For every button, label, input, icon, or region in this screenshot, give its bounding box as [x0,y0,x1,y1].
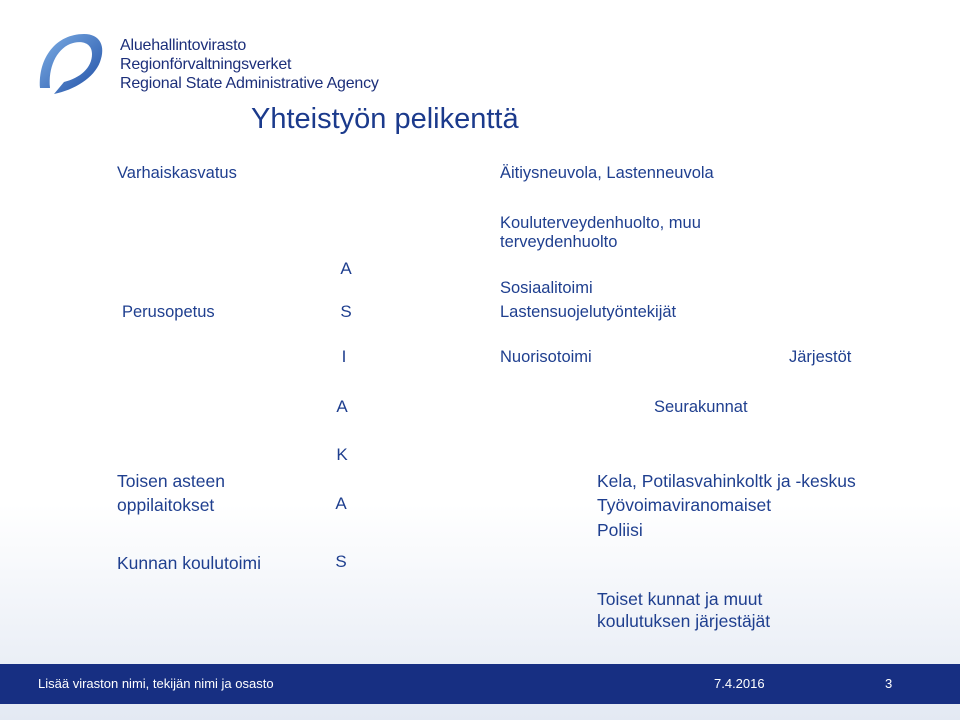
agency-name-en: Regional State Administrative Agency [120,75,379,92]
vertical-letter-5: K [336,445,348,464]
right-jarjestot: Järjestöt [789,348,852,366]
left-toisen-asteen-line2: oppilaitokset [117,495,215,515]
vertical-letter-2: S [340,302,352,321]
right-kouluterveydenhuolto-line1: Kouluterveydenhuolto, muu [500,214,701,232]
left-kunnan-koulutoimi: Kunnan koulutoimi [117,553,261,573]
right-sosiaalitoimi: Sosiaalitoimi [500,279,593,297]
footer-bar [0,664,960,704]
avi-logo-icon [34,28,106,100]
footer-placeholder-text: Lisää viraston nimi, tekijän nimi ja osasto [38,676,274,691]
right-kela: Kela, Potilasvahinkoltk ja -keskus [597,471,856,491]
agency-name-sv: Regionförvaltningsverket [120,56,292,73]
right-toiset-kunnat-line1: Toiset kunnat ja muut [597,589,763,609]
right-poliisi: Poliisi [597,520,643,540]
vertical-letter-6: A [335,494,347,513]
right-aitiysneuvola: Äitiysneuvola, Lastenneuvola [500,164,714,182]
slide-title: Yhteistyön pelikenttä [251,103,519,135]
vertical-letter-4: A [336,397,348,416]
right-seurakunnat: Seurakunnat [654,398,748,416]
left-toisen-asteen-line1: Toisen asteen [117,471,225,491]
vertical-letter-7: S [335,552,347,571]
vertical-letter-1: A [340,259,352,278]
right-nuorisotoimi: Nuorisotoimi [500,348,592,366]
right-lastensuojelu: Lastensuojelutyöntekijät [500,303,677,321]
agency-name-fi: Aluehallintovirasto [120,37,247,54]
left-perusopetus: Perusopetus [122,303,215,321]
vertical-letter-3: I [341,347,347,366]
agency-names [120,36,379,93]
right-tyovoima: Työvoimaviranomaiset [597,495,772,515]
footer-page-number: 3 [885,676,893,691]
footer-date: 7.4.2016 [714,676,765,691]
left-varhaiskasvatus: Varhaiskasvatus [117,164,237,182]
right-toiset-kunnat-line2: koulutuksen järjestäjät [597,611,771,631]
right-kouluterveydenhuolto-line2: terveydenhuolto [500,233,618,251]
